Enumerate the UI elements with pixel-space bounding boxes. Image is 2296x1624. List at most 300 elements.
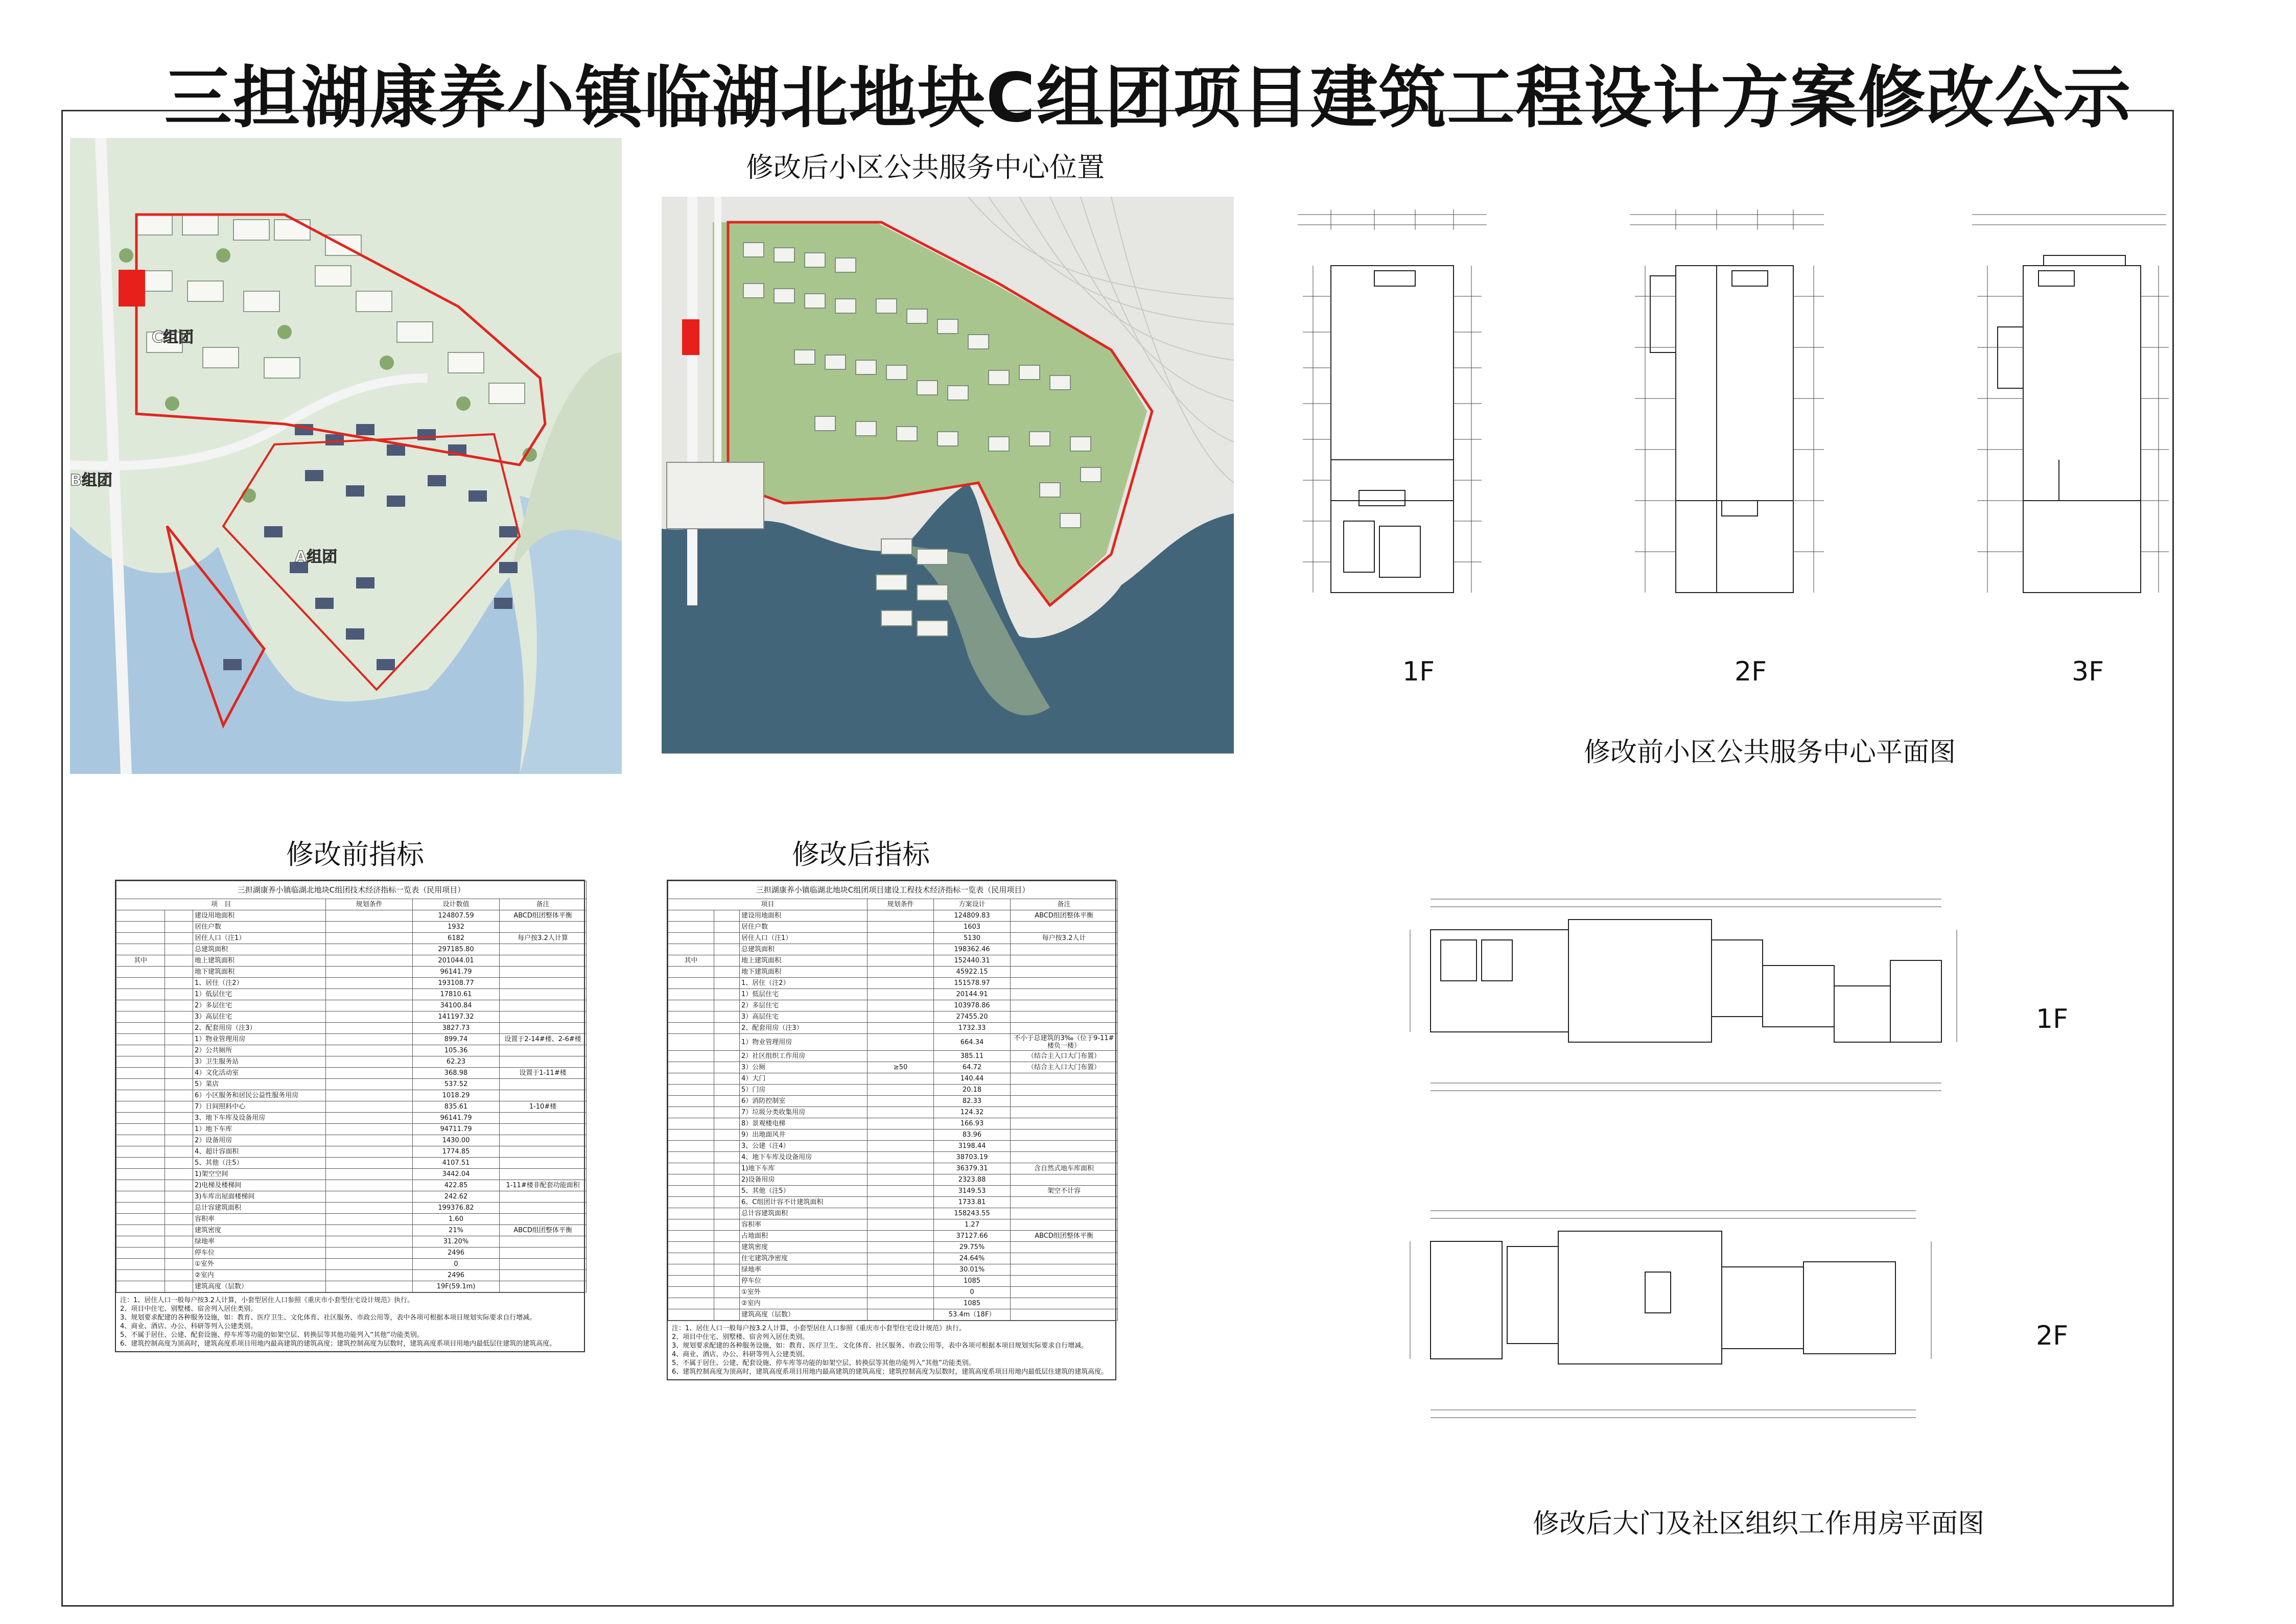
table-cell: 3）卫生服务站 (193, 1056, 326, 1068)
table-cell: 1.27 (934, 1219, 1011, 1231)
table-cell (326, 1135, 413, 1146)
table-row (116, 989, 587, 1000)
table-cell: 建设用地面积 (193, 910, 326, 922)
table-cell: 建筑密度 (193, 1225, 326, 1236)
table-cell: 37127.66 (934, 1231, 1011, 1242)
table-cell: 1-10#楼 (500, 1101, 587, 1113)
before-table-notes (116, 1292, 584, 1351)
table-cell (326, 1101, 413, 1113)
table-cell: 8）景观楼电梯 (740, 1118, 868, 1129)
table-cell (500, 1236, 587, 1248)
note-line: 4、商业、酒店、办公、科研等列入公建类别。 (120, 1323, 257, 1330)
table-cell: 21% (413, 1225, 500, 1236)
table-cell: ①室外 (193, 1259, 326, 1270)
table-cell (326, 1191, 413, 1203)
note-line: 3、规划要求配建的各种服务设施，如：教育、医疗卫生、文化体育、社区服务、市政公用等，表中各项可根据本项目规划实际要求自行增减。 (120, 1314, 536, 1322)
table-cell: 368.98 (413, 1068, 500, 1079)
table-cell: 242.62 (413, 1191, 500, 1203)
table-cell: 1)地下车库 (740, 1163, 868, 1174)
table-cell (1011, 1096, 1118, 1107)
table-row (668, 1129, 1118, 1141)
table-cell: 7）垃圾分类收集用房 (740, 1107, 868, 1118)
table-row (668, 1309, 1118, 1321)
table-cell: 6、C组团计容不计建筑面积 (740, 1197, 868, 1208)
table-row (116, 1056, 587, 1068)
table-row (116, 1101, 587, 1113)
table-cell (868, 1085, 934, 1096)
table-row (116, 944, 587, 955)
after-site-plan (662, 197, 1234, 754)
table-cell: 422.85 (413, 1180, 500, 1191)
table-cell: 建筑密度 (740, 1242, 868, 1253)
table-cell: 198362.46 (934, 944, 1011, 955)
table-cell: 34100.84 (413, 1000, 500, 1011)
table-cell (1011, 1208, 1118, 1219)
table-row (116, 1113, 587, 1124)
table-row (668, 1152, 1118, 1163)
table-row (116, 1203, 587, 1214)
table-cell: 4、地下车库及设备用房 (740, 1152, 868, 1163)
table-cell (1011, 978, 1118, 989)
table-cell: 17810.61 (413, 989, 500, 1000)
table-cell (326, 1214, 413, 1225)
note-line: 2、项目中住宅、别墅楼、宿舍列入居住类别。 (120, 1305, 257, 1313)
table-cell: 7）日间照料中心 (193, 1101, 326, 1113)
table-cell (1011, 1141, 1118, 1152)
table-cell (868, 1107, 934, 1118)
table-cell (1011, 1276, 1118, 1287)
table-cell: 3)车库出屋面楼梯间 (193, 1191, 326, 1203)
table-cell: 1)架空空间 (193, 1169, 326, 1180)
table-cell (868, 1208, 934, 1219)
table-cell: 总计容建筑面积 (193, 1203, 326, 1214)
table-cell: 664.34 (934, 1034, 1011, 1051)
table-cell (1011, 1107, 1118, 1118)
table-cell: 124809.83 (934, 910, 1011, 922)
table-cell (500, 989, 587, 1000)
table-cell (868, 1023, 934, 1034)
table-cell: 53.4m（18F） (934, 1309, 1011, 1321)
table-cell (326, 922, 413, 933)
table-row (668, 1141, 1118, 1152)
table-cell: ABCD组团整体平衡 (500, 1225, 587, 1236)
table-cell: 容积率 (740, 1219, 868, 1231)
table-cell: 2）公共厕所 (193, 1045, 326, 1056)
table-cell (1011, 944, 1118, 955)
table-cell (500, 1281, 587, 1292)
table-cell: 停车位 (193, 1248, 326, 1259)
table-cell (868, 1287, 934, 1298)
table-cell: 94711.79 (413, 1124, 500, 1135)
table-cell (868, 1011, 934, 1023)
table-cell: 3827.73 (413, 1023, 500, 1034)
table-cell (868, 989, 934, 1000)
table-cell (500, 1045, 587, 1056)
table-row (668, 1253, 1118, 1264)
after-table-title: 三担湖康养小镇临湖北地块C组团项目建设工程技术经济指标一览表（民用项目） (668, 881, 1118, 899)
table-cell: 建筑高度（层数） (193, 1281, 326, 1292)
table-row (668, 989, 1118, 1000)
table-row (116, 955, 587, 967)
table-cell (868, 1034, 934, 1051)
table-row (668, 910, 1118, 922)
table-cell (326, 933, 413, 944)
table-cell: ②室内 (193, 1270, 326, 1281)
table-cell (500, 1146, 587, 1158)
table-cell (868, 1163, 934, 1174)
table-cell: 19F(59.1m) (413, 1281, 500, 1292)
table-cell (868, 1174, 934, 1186)
table-cell: 住宅建筑净密度 (740, 1253, 868, 1264)
table-cell (868, 1298, 934, 1309)
table-cell: 3、地下车库及设备用房 (193, 1113, 326, 1124)
table-cell: 166.93 (934, 1118, 1011, 1129)
table-cell (868, 1051, 934, 1062)
table-cell (326, 1023, 413, 1034)
table-cell: 建设用地面积 (740, 910, 868, 922)
table-cell: 占地面积 (740, 1231, 868, 1242)
table-cell: 5、其他（注5） (193, 1158, 326, 1169)
table-row (668, 1023, 1118, 1034)
table-row (116, 1270, 587, 1281)
note-line: 5、不属于居住、公建、配套设施、停车库等功能的如架空层、转换层等其他功能列入“其他”功能类别。 (120, 1331, 424, 1339)
table-cell (868, 1152, 934, 1163)
table-cell (326, 1259, 413, 1270)
table-cell (500, 955, 587, 967)
table-cell (500, 1124, 587, 1135)
table-row (668, 1287, 1118, 1298)
after-index-table (667, 880, 1116, 1380)
table-cell (868, 1118, 934, 1129)
table-cell: 1085 (934, 1276, 1011, 1287)
table-cell (326, 910, 413, 922)
table-cell (326, 955, 413, 967)
table-cell (500, 1135, 587, 1146)
table-cell (500, 978, 587, 989)
table-cell (868, 955, 934, 967)
table-row (668, 1062, 1118, 1073)
table-cell (500, 1169, 587, 1180)
table-row (116, 922, 587, 933)
table-cell (1011, 1309, 1118, 1321)
table-cell: 地上建筑面积 (740, 955, 868, 967)
table-cell: 3）高层住宅 (193, 1011, 326, 1023)
table-cell (1011, 922, 1118, 933)
table-row (116, 1068, 587, 1079)
table-cell: 297185.80 (413, 944, 500, 955)
table-row (116, 1146, 587, 1158)
table-cell: 62.23 (413, 1056, 500, 1068)
after-floor-label-2f: 2F (2036, 1321, 2068, 1351)
before-plan-2f (1614, 194, 1839, 613)
table-cell: 140.44 (934, 1073, 1011, 1085)
after-plan-2f (1405, 1201, 1967, 1430)
table-cell (1011, 1264, 1118, 1276)
table-cell (868, 1197, 934, 1208)
table-cell (868, 1231, 934, 1242)
table-cell: 1.60 (413, 1214, 500, 1225)
table-cell (1011, 1073, 1118, 1085)
before-index-title: 修改前指标 (286, 838, 424, 870)
table-cell: 2323.88 (934, 1174, 1011, 1186)
table-row (668, 1186, 1118, 1197)
table-cell: 537.52 (413, 1079, 500, 1090)
table-cell: 1）地下车库 (193, 1124, 326, 1135)
table-cell: 4、超计容面积 (193, 1146, 326, 1158)
table-cell (500, 1011, 587, 1023)
table-cell (500, 1023, 587, 1034)
table-cell (1011, 1152, 1118, 1163)
table-row (668, 1000, 1118, 1011)
table-row (668, 1276, 1118, 1287)
table-cell (868, 1141, 934, 1152)
table-cell (326, 1225, 413, 1236)
table-cell: 1603 (934, 922, 1011, 933)
table-row (116, 1214, 587, 1225)
table-cell: 建筑高度（层数） (740, 1309, 868, 1321)
after-header-note: 备注 (1011, 899, 1118, 910)
table-row (668, 1242, 1118, 1253)
table-cell: 地下建筑面积 (193, 967, 326, 978)
note-line: 6、建筑控制高度为顶高时，建筑高度系项目用地内最高建筑的建筑高度；建筑控制高度为层数时，建筑高度系项目用地内最低层住建筑的建筑高度。 (120, 1340, 556, 1348)
table-cell: 29.75% (934, 1242, 1011, 1253)
table-cell (1011, 1197, 1118, 1208)
table-cell (868, 1129, 934, 1141)
table-cell (1011, 1000, 1118, 1011)
table-cell: 5130 (934, 933, 1011, 944)
table-cell: 83.96 (934, 1129, 1011, 1141)
table-cell: 每户按3.2人计 (1011, 933, 1118, 944)
before-header-item: 项 目 (116, 899, 326, 910)
table-row (116, 1045, 587, 1056)
table-cell: 36379.31 (934, 1163, 1011, 1174)
table-cell (500, 1000, 587, 1011)
table-cell: 96141.79 (413, 967, 500, 978)
table-cell (326, 978, 413, 989)
table-row (116, 1169, 587, 1180)
table-row (116, 1225, 587, 1236)
table-cell (1011, 1287, 1118, 1298)
before-service-center-marker (119, 270, 145, 307)
table-cell (1011, 1298, 1118, 1309)
table-cell: 152440.31 (934, 955, 1011, 967)
table-cell: 9）出地面风井 (740, 1129, 868, 1141)
table-cell: 不小于总建筑的3‰（位于9-11#楼负一楼） (1011, 1034, 1118, 1051)
table-cell: 2496 (413, 1270, 500, 1281)
table-cell (868, 1219, 934, 1231)
table-cell (500, 1270, 587, 1281)
table-cell: 居住人口（注1） (193, 933, 326, 944)
table-cell (868, 944, 934, 955)
table-cell: 3149.53 (934, 1186, 1011, 1197)
table-cell (1011, 967, 1118, 978)
table-cell: 20144.91 (934, 989, 1011, 1000)
table-cell (868, 1000, 934, 1011)
table-row (668, 1231, 1118, 1242)
table-row (116, 1191, 587, 1203)
table-cell: 2）多层住宅 (740, 1000, 868, 1011)
table-cell: 38703.19 (934, 1152, 1011, 1163)
table-cell (326, 989, 413, 1000)
table-cell: 1）低层住宅 (740, 989, 868, 1000)
table-row (116, 1011, 587, 1023)
before-header-note: 备注 (500, 899, 587, 910)
table-row (116, 1259, 587, 1270)
table-cell (868, 1276, 934, 1287)
before-header-value: 设计数值 (413, 899, 500, 910)
table-cell (868, 1253, 934, 1264)
after-header-plan: 规划条件 (868, 899, 934, 910)
table-cell (1011, 1174, 1118, 1186)
table-cell (1011, 1129, 1118, 1141)
table-row (668, 967, 1118, 978)
table-cell: 124.32 (934, 1107, 1011, 1118)
after-index-title: 修改后指标 (792, 838, 930, 870)
table-cell (500, 1191, 587, 1203)
table-cell: 容积率 (193, 1214, 326, 1225)
table-cell (326, 1169, 413, 1180)
table-cell (326, 1124, 413, 1135)
table-cell: 2)设备用房 (740, 1174, 868, 1186)
table-cell: 居住人口（注1） (740, 933, 868, 944)
table-cell: 4）大门 (740, 1073, 868, 1085)
table-cell (500, 1056, 587, 1068)
table-row (668, 922, 1118, 933)
note-line: 注：1、居住人口一般每户按3.2人计算，小套型居住人口参照《重庆市小套型住宅设计规范》执行。 (672, 1325, 966, 1332)
table-cell: 151578.97 (934, 978, 1011, 989)
after-plan-1f (1405, 884, 1967, 1109)
table-cell: ①室外 (740, 1287, 868, 1298)
note-line: 3、规划要求配建的各种服务设施，如：教育、医疗卫生、文化体育、社区服务、市政公用等，表中各项可根据本项目规划实际要求自行增减。 (672, 1342, 1088, 1350)
table-cell: 3）高层住宅 (740, 1011, 868, 1023)
note-line: 2、项目中住宅、别墅楼、宿舍列入居住类别。 (672, 1333, 809, 1341)
table-cell: ABCD组团整体平衡 (1011, 910, 1118, 922)
table-cell (326, 1203, 413, 1214)
table-cell (868, 967, 934, 978)
table-cell: 2496 (413, 1248, 500, 1259)
table-cell (868, 933, 934, 944)
table-cell (326, 1236, 413, 1248)
table-cell: 每户按3.2人计算 (500, 933, 587, 944)
table-cell: 1）低层住宅 (193, 989, 326, 1000)
table-cell (1011, 989, 1118, 1000)
before-floor-label-1f: 1F (1402, 656, 1435, 687)
table-cell (326, 1011, 413, 1023)
table-cell (326, 967, 413, 978)
table-cell: 2)电梯及楼梯间 (193, 1180, 326, 1191)
table-cell: 3、公建（注4） (740, 1141, 868, 1152)
table-cell (1011, 1085, 1118, 1096)
table-cell: ②室内 (740, 1298, 868, 1309)
table-cell (868, 922, 934, 933)
table-cell (326, 1113, 413, 1124)
table-cell (326, 1281, 413, 1292)
table-cell (500, 1158, 587, 1169)
table-row (116, 1281, 587, 1292)
table-cell (326, 1270, 413, 1281)
table-cell (326, 944, 413, 955)
table-row (668, 1174, 1118, 1186)
table-cell: 0 (413, 1259, 500, 1270)
after-service-center-marker (682, 319, 699, 355)
table-row (116, 933, 587, 944)
table-cell: 5）菜店 (193, 1079, 326, 1090)
table-cell: 5）门房 (740, 1085, 868, 1096)
table-cell: 124807.59 (413, 910, 500, 922)
table-cell: 总计容建筑面积 (740, 1208, 868, 1219)
after-plan-title: 修改后大门及社区组织工作用房平面图 (1533, 1509, 1985, 1539)
table-cell: 385.11 (934, 1051, 1011, 1062)
table-cell: 1、居住（注2） (740, 978, 868, 989)
table-row (668, 1011, 1118, 1023)
table-row (668, 1107, 1118, 1118)
table-cell: 3198.44 (934, 1141, 1011, 1152)
table-cell: 6）小区服务和居民公益性服务用房 (193, 1090, 326, 1101)
before-site-plan (70, 138, 622, 774)
table-cell: 899.74 (413, 1034, 500, 1045)
table-cell: 含自然式地车库面积 (1011, 1163, 1118, 1174)
table-cell: 居住户数 (193, 922, 326, 933)
table-cell: 设置于1-11#楼 (500, 1068, 587, 1079)
table-cell: 835.61 (413, 1101, 500, 1113)
table-cell: 141197.32 (413, 1011, 500, 1023)
table-cell (500, 1214, 587, 1225)
table-row (668, 1264, 1118, 1276)
table-row (668, 1163, 1118, 1174)
table-row (116, 1236, 587, 1248)
note-line: 6、建筑控制高度为顶高时，建筑高度系项目用地内最高建筑的建筑高度；建筑控制高度为层数时，建筑高度系项目用地内最低层住建筑的建筑高度。 (672, 1368, 1108, 1376)
table-cell: 架空不计容 (1011, 1186, 1118, 1197)
table-cell: 0 (934, 1287, 1011, 1298)
table-cell: 105.36 (413, 1045, 500, 1056)
table-cell: 1430.00 (413, 1135, 500, 1146)
table-cell (326, 1146, 413, 1158)
table-cell: 居住户数 (740, 922, 868, 933)
table-cell: 总建筑面积 (740, 944, 868, 955)
table-cell (868, 1242, 934, 1253)
table-cell: 1018.29 (413, 1090, 500, 1101)
table-cell (326, 1045, 413, 1056)
table-cell (868, 1186, 934, 1197)
table-cell (326, 1068, 413, 1079)
table-cell: 2）社区组织工作用房 (740, 1051, 868, 1062)
table-row (116, 1023, 587, 1034)
before-floor-label-2f: 2F (1735, 656, 1767, 687)
after-floor-label-1f: 1F (2036, 1004, 2068, 1034)
table-cell (1011, 1253, 1118, 1264)
table-cell (1011, 955, 1118, 967)
table-cell: 31.20% (413, 1236, 500, 1248)
table-cell: 1733.81 (934, 1197, 1011, 1208)
page-title: 三担湖康养小镇临湖北地块C组团项目建筑工程设计方案修改公示 (164, 59, 2132, 137)
table-row (668, 1219, 1118, 1231)
side-label-qizhong: 其中 (116, 955, 165, 967)
table-cell (500, 1259, 587, 1270)
table-cell: 设置于2-14#楼、2-6#楼 (500, 1034, 587, 1045)
table-row (116, 1079, 587, 1090)
table-cell: 24.64% (934, 1253, 1011, 1264)
after-header-value: 方案设计 (934, 899, 1011, 910)
table-row (116, 1135, 587, 1146)
table-cell (868, 978, 934, 989)
table-cell: 201044.01 (413, 955, 500, 967)
table-cell: 总建筑面积 (193, 944, 326, 955)
table-cell: 1085 (934, 1298, 1011, 1309)
before-header-plan: 规划条件 (326, 899, 413, 910)
table-cell (1011, 1118, 1118, 1129)
table-cell (500, 1203, 587, 1214)
table-cell: 3）公厕 (740, 1062, 868, 1073)
